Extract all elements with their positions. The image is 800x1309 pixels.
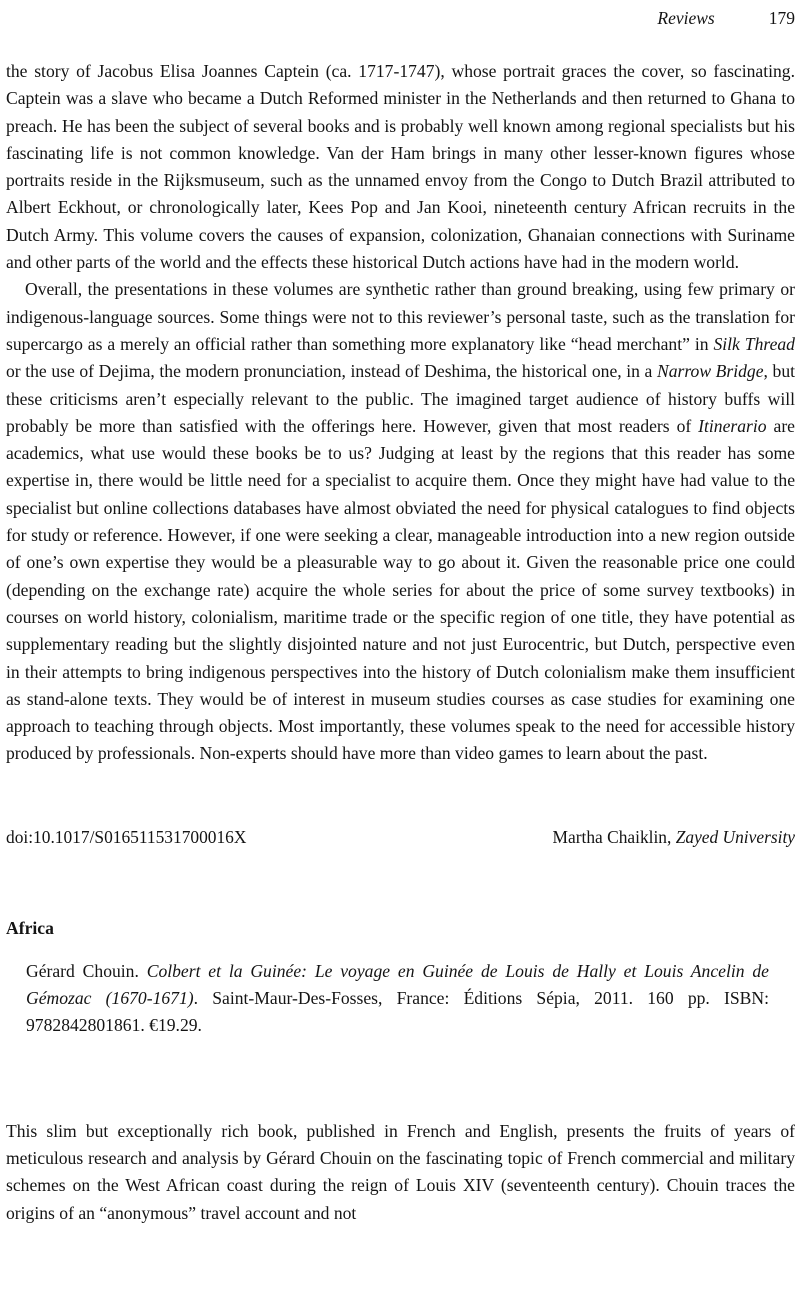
doi-text: doi:10.1017/S016511531700016X xyxy=(6,826,247,847)
page-header xyxy=(6,8,795,29)
page-number: 179 xyxy=(768,8,795,28)
running-head: Reviews xyxy=(657,8,715,28)
reviewer-attribution: Martha Chaiklin, Zayed University xyxy=(552,826,795,847)
doi-attribution-row xyxy=(6,824,795,851)
page-body xyxy=(6,58,795,1227)
body-paragraph: This slim but exceptionally rich book, published in French and English, presents the fruits of years of meticulous research and analysis by Gérard Chouin on the fascinating topic of French commercial and military schemes on the West African coast during the reign of Louis XIV (seventeenth century). Chouin traces the origins of an “anonymous” travel account and not xyxy=(6,1120,795,1223)
section-heading-africa: Africa xyxy=(6,917,54,938)
body-paragraph: Overall, the presentations in these volumes are synthetic rather than ground breaking, using few primary or indigenous-language sources. Some things were not to this reviewer’s personal taste, such as the translation for supercargo as a merely an official rather than something more explanatory like “head merchant” in Silk Thread or the use of Dejima, the modern pronunciation, instead of Deshima, the historical one, in a Narrow Bridge, but these criticisms aren’t especially relevant to the public. The imagined target audience of history buffs will probably be more than satisfied with the offerings here. However, given that most readers of Itinerario are academics, what use would these books be to us? Judging at least by the regions that this reader has some expertise in, there would be little need for a specialist to acquire them. Once they might have had value to the specialist but online collections databases have almost obviated the need for physical catalogues to find objects for study or reference. However, if one were seeking a clear, manageable introduction into a new region outside of one’s own expertise they would be a pleasurable way to go about it. Given the reasonable price one could (depending on the exchange rate) acquire the whole series for about the price of some survey textbooks) in courses on world history, colonialism, maritime trade or the specific region of one title, they have potential as supplementary reading but the slightly disjointed nature and not just Eurocentric, but Dutch, perspective even in their attempts to bring indigenous perspectives into the history of Dutch colonialism make them insufficient as stand-alone texts. They would be of interest in museum studies courses as case studies for examining one approach to teaching through objects. Most importantly, these volumes speak to the need for accessible history produced by professionals. Non-experts should have more than video games to learn about the past. xyxy=(6,279,796,764)
body-paragraph: the story of Jacobus Elisa Joannes Captein (ca. 1717-1747), whose portrait graces the cover, so fascinating. Captein was a slave who became a Dutch Reformed minister in the Netherlands and then returned to Ghana to preach. He has been the subject of several books and is probably well known among regional specialists but his fascinating life is not common knowledge. Van der Ham brings in many other lesser-known figures whose portraits reside in the Rijksmuseum, such as the unnamed envoy from the Congo to Dutch Brazil attributed to Albert Eckhout, or chronologically later, Kees Pop and Jan Kooi, nineteenth century African recruits in the Dutch Army. This volume covers the causes of expansion, colonization, Ghanaian connections with Suriname and other parts of the world and the effects these historical Dutch actions have had in the modern world. xyxy=(6,61,795,273)
book-citation: Gérard Chouin. Colbert et la Guinée: Le voyage en Guinée de Louis de Hally et Louis Ancelin de Gémozac (1670-1671). Saint-Maur-Des-Fosses, France: Éditions Sépia, 2011. 160 pp. ISBN: 9782842801861. €19.29. xyxy=(26,960,769,1036)
